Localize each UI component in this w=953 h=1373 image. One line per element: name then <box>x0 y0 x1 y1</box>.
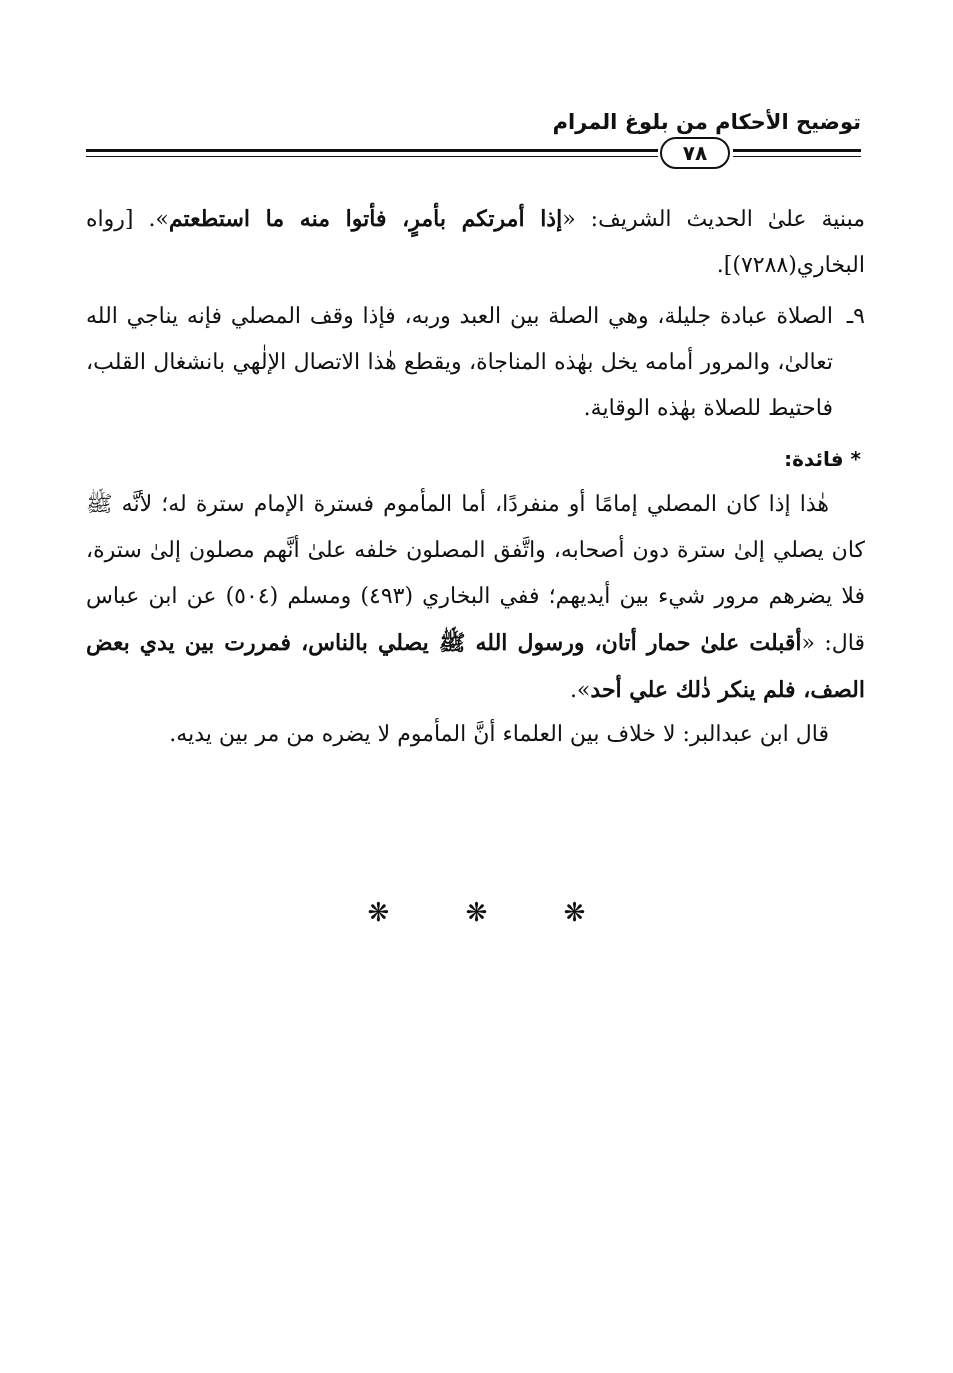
section-separator: ❋ ❋ ❋ <box>367 898 620 928</box>
running-title: توضيح الأحكام من بلوغ المرام <box>552 110 861 134</box>
hadith-quote: إذا أمرتكم بأمرٍ، فأتوا منه ما استطعتم <box>168 206 563 232</box>
item-text: الصلاة عبادة جليلة، وهي الصلة بين العبد وربه، فإذا وقف المصلي فإنه يناجي الله تعالىٰ، والمرور أمامه يخل بهٰذه المناجاة، ويقطع هٰذا الاتصال الإلٰهي بانشغال القلب، فاحتيط للصلاة بهٰذه الوقاية. <box>86 304 833 421</box>
paragraph-item-9 <box>86 294 865 432</box>
paragraph-faida <box>86 482 865 714</box>
item-number: ٩ـ <box>846 304 865 329</box>
page-number: ٧٨ <box>660 137 730 169</box>
text-run: هٰذا إذا كان المصلي إمامًا أو منفردًا، أما المأموم فسترة الإمام سترة له؛ لأنَّه ﷺ كان يصلي إلىٰ سترة دون أصحابه، واتَّفق المصلون خلفه علىٰ أنَّهم مصلون إلىٰ سترة، فلا يضرهم مرور شيء بين أيديهم؛ ففي البخاري (٤٩٣) ومسلم (٥٠٤) عن ابن عباس قال: « <box>86 492 865 656</box>
header-rule <box>86 149 658 152</box>
text-run: مبنية علىٰ الحديث الشريف: « <box>562 207 865 232</box>
paragraph-hadith-reference <box>86 196 865 289</box>
header-rule <box>733 149 861 152</box>
header-rule <box>733 156 861 157</box>
header-rule <box>86 156 658 157</box>
hadith-quote: أقبلت علىٰ حمار أتان، ورسول الله ﷺ يصلي بالناس، فمررت بين يدي بعض الصف، فلم ينكر ذٰلك علي أحد <box>86 630 865 703</box>
section-heading-faida: * فائدة: <box>784 447 861 471</box>
paragraph-ibn-abdulbarr: قال ابن عبدالبر: لا خلاف بين العلماء أنَّ المأموم لا يضره من مر بين يديه. <box>169 722 829 747</box>
text-run: ». <box>569 678 591 703</box>
text-run: ». [رواه البخاري(٧٢٨٨)]. <box>86 207 865 278</box>
